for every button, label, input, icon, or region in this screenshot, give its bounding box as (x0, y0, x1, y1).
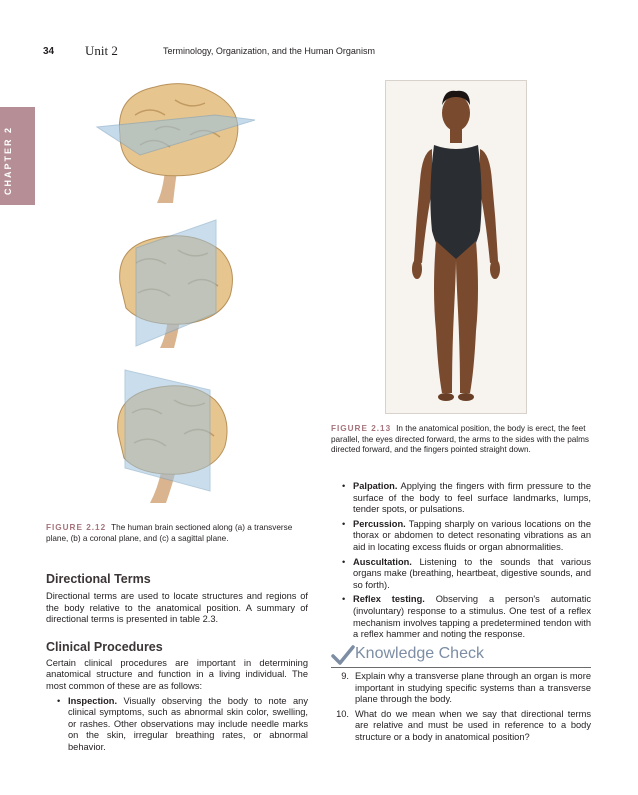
figure-2-12-label: FIGURE 2.12 (46, 523, 107, 532)
sagittal-plane (125, 370, 210, 491)
brain-transverse-figure (95, 75, 260, 205)
anatomical-position-photo (385, 80, 527, 414)
clinical-procedures-intro: Certain clinical procedures are important in determining anatomical structure and function in a living individual. The most common of these are as follows: (46, 657, 308, 691)
list-item: 10. What do we mean when we say that directional terms are relative and must be used in reference to a body structure or a body in anatomical position? (336, 708, 591, 742)
list-item: • Percussion. Tapping sharply on various locations on the thorax or abdomen to detect resonating vibrations as an aid in locating excess fluids or organ abnormalities. (341, 519, 591, 554)
list-item: • Reflex testing. Observing a person's automatic (involuntary) response to a stimulus. One test of a reflex mechanism involves tapping a predetermined tendon with a reflex hammer and noting the response. (341, 594, 591, 640)
chapter-tab-label: CHAPTER 2 (3, 125, 13, 195)
checkmark-icon (331, 645, 355, 665)
clinical-procedures-heading: Clinical Procedures (46, 639, 163, 654)
figure-2-13-caption (331, 424, 591, 456)
directional-terms-heading: Directional Terms (46, 572, 151, 586)
right-column (331, 481, 591, 644)
list-item: • Auscultation. Listening to the sounds that various organs make (breathing, heartbeat, digestive sounds, and so forth). (341, 557, 591, 592)
header-title: Terminology, Organization, and the Human Organism (163, 46, 375, 56)
knowledge-check-header (331, 643, 591, 668)
brain-sagittal-figure (110, 368, 235, 508)
figure-2-13-label: FIGURE 2.13 (331, 424, 392, 433)
list-item: • Inspection. Visually observing the body to note any clinical symptoms, such as abnormal skin color, swelling, or rashes. Other observations may include needle marks on the skin, irregular breathing rates, or abnormal behavior. (56, 696, 308, 754)
unit-label: Unit 2 (85, 43, 118, 58)
figure-2-12-caption (46, 523, 308, 544)
list-item: 9. Explain why a transverse plane through an organ is more important in studying specific systems than a transverse plane through the body. (341, 671, 591, 705)
clinical-list-left (56, 696, 308, 754)
question-list (331, 671, 591, 744)
page-number: 34 (43, 46, 55, 57)
figure-2-13-text: In the anatomical position, the body is erect, the feet parallel, the eyes directed forward, the arms to the sides with the palms directed forward, and the fingers pointed straight down. (331, 424, 590, 454)
brain-coronal-figure (108, 218, 243, 353)
left-column (46, 572, 308, 757)
clinical-list-right (341, 481, 591, 641)
knowledge-check-title: Knowledge Check (355, 645, 484, 662)
figure-2-12-text: The human brain sectioned along (a) a transverse plane, (b) a coronal plane, and (c) a sagittal plane. (46, 523, 293, 543)
knowledge-check-questions (331, 671, 591, 747)
chapter-tab (0, 107, 35, 205)
directional-terms-text: Directional terms are used to locate structures and regions of the body relative to the anatomical position. A summary of directional terms is presented in table 2.3. (46, 591, 308, 625)
coronal-plane (136, 220, 216, 346)
running-header (43, 45, 603, 63)
list-item: • Palpation. Applying the fingers with firm pressure to the surface of the body to feel surface landmarks, lumps, tender spots, or pulsations. (341, 481, 591, 516)
